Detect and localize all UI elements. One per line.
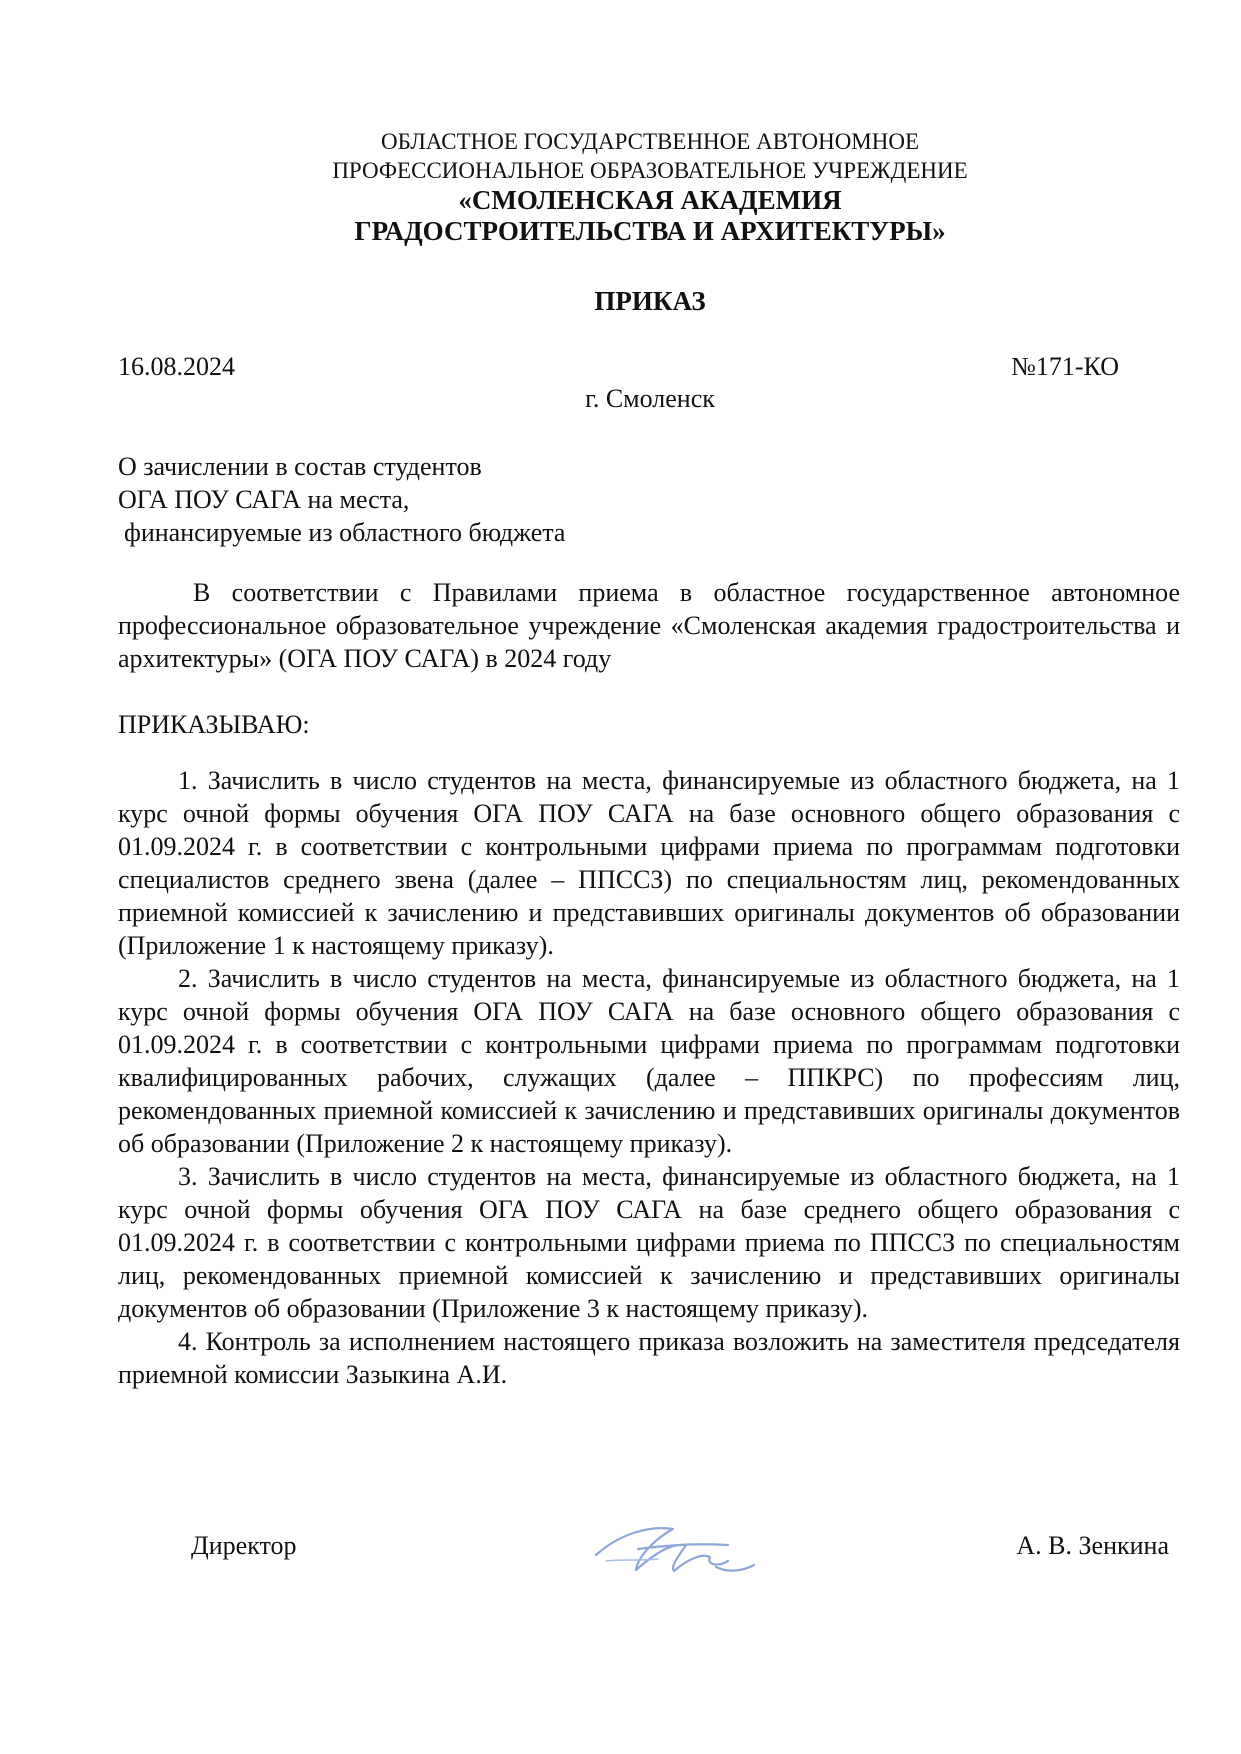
order-item-1: 1. Зачислить в число студентов на места, финансируемые из областного бюджета, на 1 курс очной формы обучения ОГА ПОУ САГА на базе основного общего образования с 01.09.2024 г. в соответствии с контрольными цифрами приема по программам подготовки специалистов среднего звена (далее – ППССЗ) по специальностям лиц, рекомендованных приемной комиссией к зачислению и представивших оригиналы документов об образовании (Приложение 1 к настоящему приказу). xyxy=(118,766,1180,960)
intro-paragraph: В соответствии с Правилами приема в областное государственное автономное профессиональное образовательное учреждение «Смоленская академия градостроительства и архитектуры» (ОГА ПОУ САГА) в 2024 году xyxy=(118,578,1180,673)
header-line-1: ОБЛАСТНОЕ ГОСУДАРСТВЕННОЕ АВТОНОМНОЕ xyxy=(380,129,920,154)
signature-block xyxy=(0,1531,1241,1601)
subject-line-3: финансируемые из областного бюджета xyxy=(124,518,566,547)
signatory-name: А. В. Зенкина xyxy=(1016,1531,1169,1560)
orders-label: ПРИКАЗЫВАЮ: xyxy=(118,710,310,739)
document-city: г. Смоленск xyxy=(585,384,715,413)
document-date: 16.08.2024 xyxy=(118,352,235,381)
organization-header xyxy=(0,127,1241,247)
header-line-3: «СМОЛЕНСКАЯ АКАДЕМИЯ xyxy=(458,185,842,215)
signatory-title: Директор xyxy=(191,1531,297,1560)
subject-line-1: О зачислении в состав студентов xyxy=(118,452,482,481)
header-line-4: ГРАДОСТРОИТЕЛЬСТВА И АРХИТЕКТУРЫ» xyxy=(354,216,946,246)
document-type-title: ПРИКАЗ xyxy=(594,286,706,316)
order-item-3: 3. Зачислить в число студентов на места, финансируемые из областного бюджета, на 1 курс очной формы обучения ОГА ПОУ САГА на базе среднего общего образования с 01.09.2024 г. в соответствии с контрольными цифрами приема по ППССЗ по специальностям лиц, рекомендованных приемной комиссией к зачислению и представивших оригиналы документов об образовании (Приложение 3 к настоящему приказу). xyxy=(118,1162,1180,1323)
subject-line-2: ОГА ПОУ САГА на места, xyxy=(118,485,410,514)
order-item-2: 2. Зачислить в число студентов на места, финансируемые из областного бюджета, на 1 курс очной формы обучения ОГА ПОУ САГА на базе основного общего образования с 01.09.2024 г. в соответствии с контрольными цифрами приема по программам подготовки квалифицированных рабочих, служащих (далее – ППКРС) по профессиям лиц, рекомендованных приемной комиссией к зачислению и представивших оригиналы документов об образовании (Приложение 2 к настоящему приказу). xyxy=(118,964,1180,1158)
order-items xyxy=(118,764,1180,1391)
handwritten-signature xyxy=(578,1515,778,1585)
document-subject xyxy=(118,450,565,549)
order-item-4: 4. Контроль за исполнением настоящего приказа возложить на заместителя председателя приемной комиссии Зазыкина А.И. xyxy=(118,1327,1180,1389)
header-line-2: ПРОФЕССИОНАЛЬНОЕ ОБРАЗОВАТЕЛЬНОЕ УЧРЕЖДЕНИЕ xyxy=(332,158,968,183)
document-number: №171-КО xyxy=(1011,352,1119,381)
